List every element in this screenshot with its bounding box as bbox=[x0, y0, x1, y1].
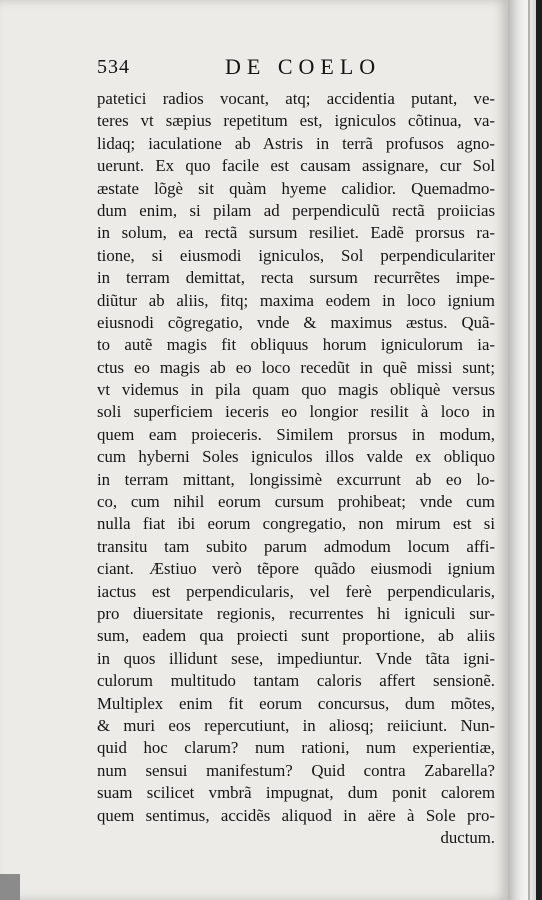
text-line: tione, si eiusmodi igniculos, Sol perpendiculariter bbox=[97, 245, 495, 265]
running-head: DE COELO bbox=[225, 54, 382, 79]
text-line: teres vt sæpius repetitum est, igniculos cõtinua, va- bbox=[97, 111, 495, 131]
edge-groove bbox=[528, 0, 530, 900]
text-line: lidaq; iaculatione ab Astris in terrã profusos agno- bbox=[97, 133, 495, 153]
page-number: 534 bbox=[97, 56, 130, 78]
text-line: ciant. Æstiuo verò tẽpore quãdo eiusmodi ignium bbox=[97, 559, 495, 579]
text-line: in terram demittat, recta sursum recurrẽtes impe- bbox=[97, 268, 495, 288]
text-line: transitu tam subito parum admodum locum affi- bbox=[97, 536, 495, 556]
text-line: quem eam proieceris. Similem prorsus in modum, bbox=[97, 424, 495, 444]
text-line: in terram mittant, longissimè excurrunt ab eo lo- bbox=[97, 469, 495, 489]
page-header bbox=[97, 52, 489, 84]
body-text bbox=[97, 88, 495, 849]
text-line: cum hyberni Soles igniculos illos valde ex obliquo bbox=[97, 447, 495, 467]
text-line: suam scilicet vmbrã impugnat, dum ponit calorem bbox=[97, 783, 495, 803]
text-line: nulla fiat ibi eorum congregatio, non mirum est si bbox=[97, 514, 495, 534]
text-line: co, cum nihil eorum cursum prohibeat; vnde cum bbox=[97, 492, 495, 512]
text-line: quem sentimus, accidẽs aliquod in aëre à Sole pro- bbox=[97, 805, 495, 825]
text-line: quid hoc clarum? num rationi, num experientiæ, bbox=[97, 738, 495, 758]
text-line: & muri eos repercutiunt, in aliosq; reiiciunt. Nun- bbox=[97, 715, 495, 735]
text-line: in solum, ea rectã sursum resiliet. Eadẽ prorsus ra- bbox=[97, 223, 495, 243]
text-line: Multiplex enim fit eorum concursus, dum mõtes, bbox=[97, 693, 495, 713]
text-line: sum, eadem qua proiecti sunt proportione, ab aliis bbox=[97, 626, 495, 646]
text-line: ctus eo magis ab eo loco recedũt in quẽ missi sunt; bbox=[97, 357, 495, 377]
text-line: vt videmus in pila quam quo magis obliquè versus bbox=[97, 380, 495, 400]
text-line: patetici radios vocant, atq; accidentia putant, ve- bbox=[97, 89, 495, 108]
text-line: soli superficiem ieceris eo longior resilit à loco in bbox=[97, 402, 495, 422]
text-line: dum enim, si pilam ad perpendiculũ rectã proiicias bbox=[97, 200, 495, 220]
text-line: æstate lõgè sit quàm hyeme calidior. Quemadmo- bbox=[97, 178, 495, 198]
text-line: num sensui manifestum? Quid contra Zabarella? bbox=[97, 760, 495, 780]
text-line: culorum multitudo tantam caloris affert sensionẽ. bbox=[97, 671, 495, 691]
text-line: eiusnodi cõgregatio, vnde & maximus æstus. Quã- bbox=[97, 312, 495, 332]
edge-strip bbox=[536, 0, 542, 900]
text-line: diũtur ab aliis, fitq; maxima eodem in loco ignium bbox=[97, 290, 495, 310]
page-corner-shadow bbox=[0, 874, 20, 900]
text-line: in quos illidunt sese, impediuntur. Vnde tãta igni- bbox=[97, 648, 495, 668]
text-line: ductum. bbox=[440, 827, 495, 847]
text-line: pro diuersitate regionis, recurrentes hi igniculi sur- bbox=[97, 603, 495, 623]
text-line: iactus est perpendicularis, vel ferè perpendicularis, bbox=[97, 581, 495, 601]
text-line: uerunt. Ex quo facile est causam assignare, cur Sol bbox=[97, 156, 495, 176]
book-edge bbox=[508, 0, 542, 900]
text-line: to autẽ magis fit obliquus horum igniculorum ia- bbox=[97, 335, 495, 355]
